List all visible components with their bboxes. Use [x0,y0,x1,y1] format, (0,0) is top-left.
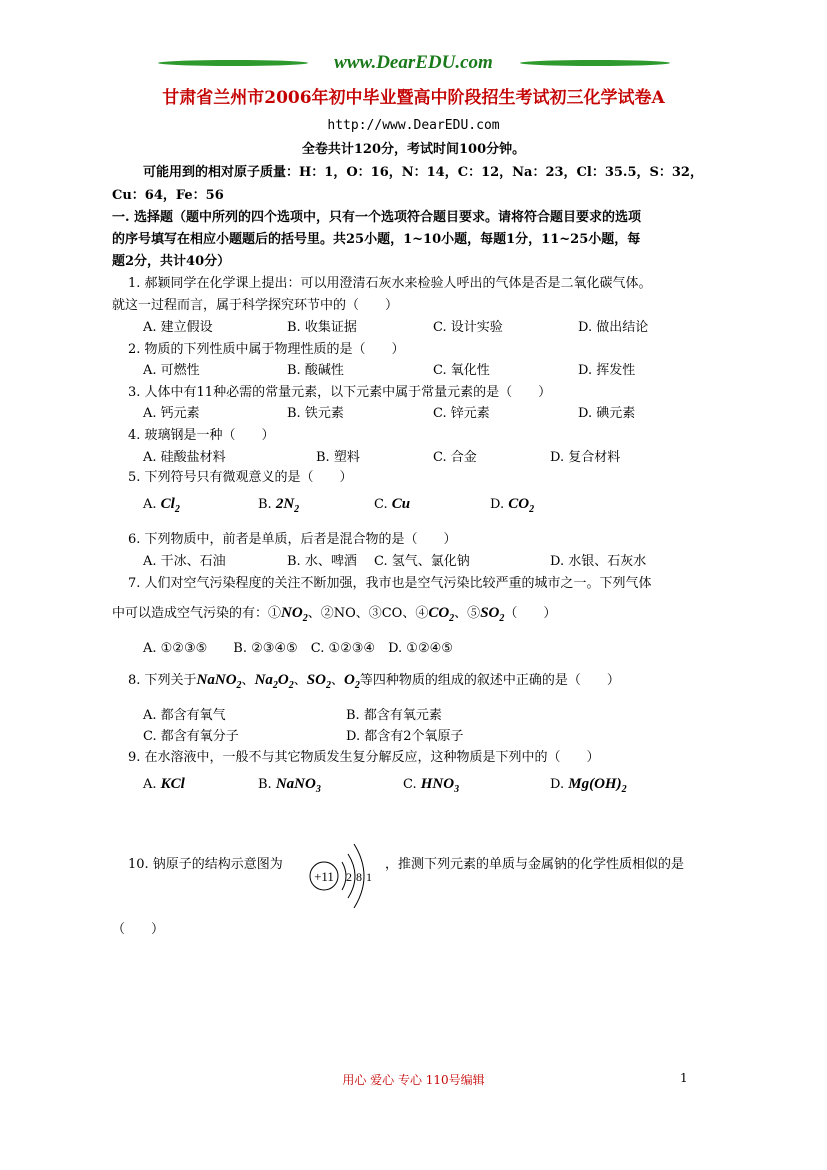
q5-option-a-label: A. [143,497,157,512]
q7-mid2: 、⑤ [454,606,481,621]
q8-option-b: B. 都含有氧元素 [346,708,442,723]
q1-stem-line1: 1. 郝颖同学在化学课上提出：可以用澄清石灰水来检验人呼出的气体是否是二氧化碳气体。 [128,276,652,291]
footer-text: 用心 爱心 专心 110号编辑 [342,1073,485,1087]
q5-option-d [490,496,534,515]
section-heading-line1: 一. 选择题（题中所列的四个选项中，只有一个选项符合题目要求。请将符合题目要求的选项 [112,210,642,225]
formula-nano3: NaNO$_3$ [275,776,321,795]
q9-option-d-label: D. [550,777,565,792]
formula-cl2: $Cl_2$ [160,496,180,515]
q5-stem: 5. 下列符号只有微观意义的是（ ） [128,470,353,485]
q4-option-c: C. 合金 [433,450,477,465]
q10-stem-pre: 10. 钠原子的结构示意图为 [128,857,283,872]
page-title: 甘肃省兰州市2006年初中毕业暨高中阶段招生考试初三化学试卷A [162,88,665,108]
q4-option-d: D. 复合材料 [550,450,621,465]
q1-option-c: C. 设计实验 [433,320,503,335]
q3-stem: 3. 人体中有11种必需的常量元素，以下元素中属于常量元素的是（ ） [128,385,552,400]
section-heading-line3: 题2分，共计40分） [112,254,231,269]
q2-option-d: D. 挥发性 [578,363,636,378]
q7-options: A. ①②③⑤ B. ②③④⑤ C. ①②③④ D. ①②④⑤ [143,641,453,656]
formula-no2: $NO_2$ [281,605,308,624]
shell-3-electrons: 1 [366,870,372,884]
q8-pre: 8. 下列关于 [128,673,197,688]
q6-option-d: D. 水银、石灰水 [550,554,647,569]
q9-option-b [258,776,321,795]
q7-end: （ ） [504,606,557,621]
q8-stem: 8. 下列关于NaNO$_2$、$Na_2O_2$、$SO_2$、$O_2$等四种物质的组成的叙述中正确的是（ ） [128,672,620,691]
q5-option-b-label: B. [258,497,272,512]
q1-option-b: B. 收集证据 [287,320,357,335]
section-heading-line2: 的序号填写在相应小题题后的括号里。共25小题，1~10小题，每题1分，11~25小题，每 [112,232,641,247]
q3-option-d: D. 碘元素 [578,406,636,421]
q10-stem-post: ，推测下列元素的单质与金属钠的化学性质相似的是 [385,857,685,872]
q8-option-a: A. 都含有氧气 [143,708,226,723]
q3-option-c: C. 锌元素 [433,406,490,421]
q9-option-a-label: A. [143,777,157,792]
q5-option-b [258,496,299,515]
q9-option-c [403,776,459,795]
q6-option-a: A. 干冰、石油 [143,554,226,569]
q7-stem-line2 [112,602,556,624]
q9-option-a [143,776,185,793]
q8-option-c: C. 都含有氧分子 [143,729,239,744]
q7-pre: 中可以造成空气污染的有：① [112,606,282,621]
q5-option-c [374,496,410,513]
q3-option-a: A. 钙元素 [143,406,200,421]
q6-stem: 6. 下列物质中，前者是单质，后者是混合物的是（ ） [128,532,457,547]
atomic-masses-line2: Cu：64，Fe：56 [112,188,224,203]
q4-option-a: A. 硅酸盐材料 [143,450,226,465]
formula-mgoh2: $Mg(OH)_2$ [568,776,627,795]
nucleus-charge: +11 [314,869,334,884]
q9-option-b-label: B. [258,777,272,792]
q9-option-d [550,776,627,795]
formula-so2-q8: $SO_2$ [306,672,331,691]
q1-option-d: D. 做出结论 [578,320,649,335]
formula-o2: $O_2$ [343,672,360,691]
formula-na2o2: $Na_2O_2$ [254,672,294,691]
q5-option-a [143,496,180,515]
formula-co2-q7: $CO_2$ [428,605,455,624]
q7-mid1: 、②NO、③CO、④ [307,606,429,621]
q8-option-d: D. 都含有2个氧原子 [346,729,464,744]
sodium-atom-diagram [300,840,380,912]
page-number: 1 [680,1071,688,1085]
q3-option-b: B. 铁元素 [287,406,344,421]
q2-option-b: B. 酸碱性 [287,363,344,378]
formula-2n2: $2N_2$ [275,496,300,515]
q9-option-c-label: C. [403,777,417,792]
atomic-masses-line1: 可能用到的相对原子质量：H：1，O：16，N：14，C：12，Na：23，Cl：35.5，S：32， [143,165,703,180]
formula-kcl: KCl [160,776,185,792]
time-note: 全卷共计120分，考试时间100分钟。 [301,142,526,157]
shell-1-electrons: 2 [346,870,352,884]
formula-nano2: NaNO$_2$ [196,672,242,691]
q5-option-c-label: C. [374,497,388,512]
q1-option-a: A. 建立假设 [143,320,213,335]
q4-stem: 4. 玻璃钢是一种（ ） [128,428,275,443]
q5-option-d-label: D. [490,497,505,512]
q2-option-c: C. 氧化性 [433,363,490,378]
formula-co2: $CO_2$ [508,496,535,515]
q2-stem: 2. 物质的下列性质中属于物理性质的是（ ） [128,342,405,357]
header-logo[interactable]: www.DearEDU.com [334,52,493,73]
shell-2-electrons: 8 [356,870,362,884]
q7-stem-line1: 7. 人们对空气污染程度的关注不断加强，我市也是空气污染比较严重的城市之一。下列气体 [128,576,652,591]
q9-stem: 9. 在水溶液中，一般不与其它物质发生复分解反应，这种物质是下列中的（ ） [128,750,600,765]
formula-so2: $SO_2$ [480,605,505,624]
q6-option-c: C. 氢气、氯化钠 [374,554,470,569]
q4-option-b: B. 塑料 [316,450,360,465]
q1-stem-line2: 就这一过程而言，属于科学探究环节中的（ ） [112,298,399,313]
q2-option-a: A. 可燃性 [143,363,200,378]
formula-cu: Cu [391,496,411,512]
q8-end: 等四种物质的组成的叙述中正确的是（ ） [359,673,620,688]
formula-hno3: $HNO_3$ [420,776,460,795]
header-url[interactable]: http://www.DearEDU.com [327,118,500,133]
q10-answer-paren: （ ） [112,922,165,937]
q6-option-b: B. 水、啤酒 [287,554,357,569]
